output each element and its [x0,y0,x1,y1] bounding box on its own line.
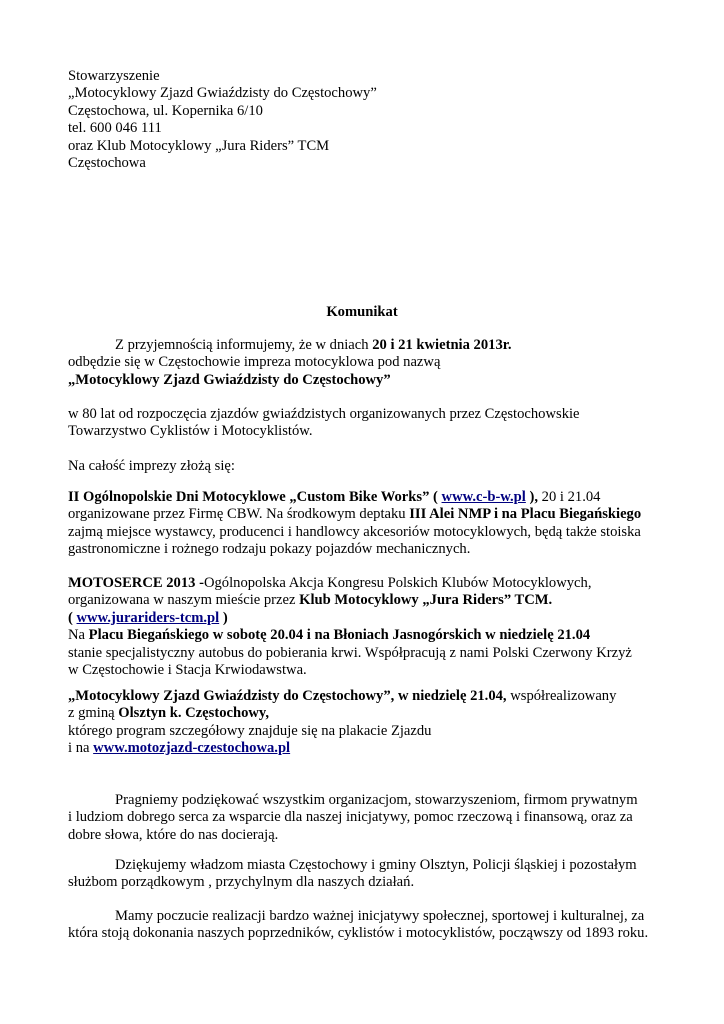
motoserce-text: organizowana w naszym mieście przez [68,592,300,609]
sender-line: oraz Klub Motocyklowy „Jura Riders” TCM [68,137,330,154]
zjazd-line: którego program szczegółowy znajduje się na plakacie Zjazdu [68,722,432,739]
event-name-text: „Motocyklowy Zjazd Gwiaździsty do Częstochowy” [68,371,391,388]
sender-line: Częstochowa, ul. Kopernika 6/10 [68,102,263,119]
cbw-line: zajmą miejsce wystawcy, producenci i handlowcy akcesoriów motocyklowych, będą także stoiska [68,523,641,540]
motoserce-line [68,575,668,592]
closing-line: która stoją dokonania naszych poprzedników, cyklistów i motocyklistów, począwszy od 1893 roku. [68,925,649,942]
zjazd-line [68,705,668,722]
zjazd-text: i na [68,740,94,757]
authorities-line: Dziękujemy władzom miasta Częstochowy i gminy Olsztyn, Policji śląskiej i pozostałym [115,857,637,873]
thanks-line: dobre słowa, które do nas docierają. [68,826,279,843]
sender-address [68,68,668,172]
cbw-line: gastronomiczne i rożnego rodzaju pokazy pojazdów mechanicznych. [68,541,471,558]
motoserce-line [68,627,668,644]
sender-line: tel. 600 046 111 [68,120,162,137]
document-title: Komunikat [326,304,398,320]
cbw-location: III Alei NMP i na Placu Biegańskiego [409,506,642,523]
authorities-thanks-paragraph [68,857,668,892]
zjazd-paragraph [68,688,668,758]
authorities-line: służbom porządkowym , przychylnym dla naszych działań. [68,874,415,891]
motoserce-paragraph [68,575,668,679]
motoserce-locations: Placu Biegańskiego w sobotę 20.04 i na Błoniach Jasnogórskich w niedzielę 21.04 [88,627,591,644]
jurariders-link[interactable]: www.jurariders-tcm.pl [76,609,220,626]
intro-text: Z przyjemnością informujemy, że w dniach [115,337,373,353]
parts-intro-text: Na całość imprezy złożą się: [68,458,235,474]
motoserce-line [68,592,668,609]
motoserce-heading: MOTOSERCE 2013 - [68,575,204,591]
anniversary-paragraph [68,406,668,441]
motozjazd-link[interactable]: www.motozjazd-czestochowa.pl [93,740,291,757]
motoserce-club: Klub Motocyklowy „Jura Riders” TCM. [299,592,553,609]
cbw-line [68,506,668,523]
sender-line: „Motocyklowy Zjazd Gwiaździsty do Częstochowy” [68,85,377,102]
anniversary-line: w 80 lat od rozpoczęcia zjazdów gwiaździstych organizowanych przez Częstochowskie [68,406,580,422]
cbw-heading: II Ogólnopolskie Dni Motocyklowe „Custom Bike Works” ( [68,489,442,505]
intro-line [68,337,668,354]
zjazd-text: współrealizowany [506,688,617,704]
motoserce-text: Ogólnopolska Akcja Kongresu Polskich Klubów Motocyklowych, [203,575,592,591]
cbw-heading-end: ), [525,489,539,505]
zjazd-line [68,688,668,705]
intro-line: odbędzie się w Częstochowie impreza motocyklowa pod nazwą [68,354,441,371]
paren-open: ( [68,609,77,626]
cbw-link[interactable]: www.c-b-w.pl [441,489,526,505]
thanks-line: Pragniemy podziękować wszystkim organizacjom, stowarzyszeniom, firmom prywatnym [115,792,638,808]
thanks-paragraph [68,792,668,844]
anniversary-line: Towarzystwo Cyklistów i Motocyklistów. [68,423,313,440]
zjazd-text: z gminą [68,705,119,722]
zjazd-line [68,740,668,757]
intro-paragraph [68,337,668,389]
motoserce-text: Na [68,627,89,644]
cbw-paragraph [68,489,668,559]
motoserce-line: stanie specjalistyczny autobus do pobierania krwi. Współpracują z nami Polski Czerwony Krzyż [68,644,632,661]
paren-close: ) [219,609,228,626]
thanks-line: i ludziom dobrego serca za wsparcie dla naszej inicjatywy, pomoc rzeczową i finansową, oraz za [68,809,633,826]
sender-line: Częstochowa [68,155,146,172]
cbw-line [68,489,668,506]
closing-line: Mamy poczucie realizacji bardzo ważnej inicjatywy społecznej, sportowej i kulturalnej, za [115,908,645,924]
sender-line: Stowarzyszenie [68,68,160,84]
motoserce-line: w Częstochowie i Stacja Krwiodawstwa. [68,662,307,679]
zjazd-gmina: Olsztyn k. Częstochowy, [118,705,270,722]
cbw-dates: 20 i 21.04 [538,489,601,505]
event-dates: 20 i 21 kwietnia 2013r. [372,337,512,353]
closing-paragraph [68,908,668,943]
parts-intro [68,458,668,475]
cbw-text: organizowane przez Firmę CBW. Na środkowym deptaku [68,506,410,523]
event-name [68,372,668,389]
zjazd-heading: „Motocyklowy Zjazd Gwiaździsty do Częstochowy”, w niedzielę 21.04, [68,688,507,704]
motoserce-line [68,610,668,627]
